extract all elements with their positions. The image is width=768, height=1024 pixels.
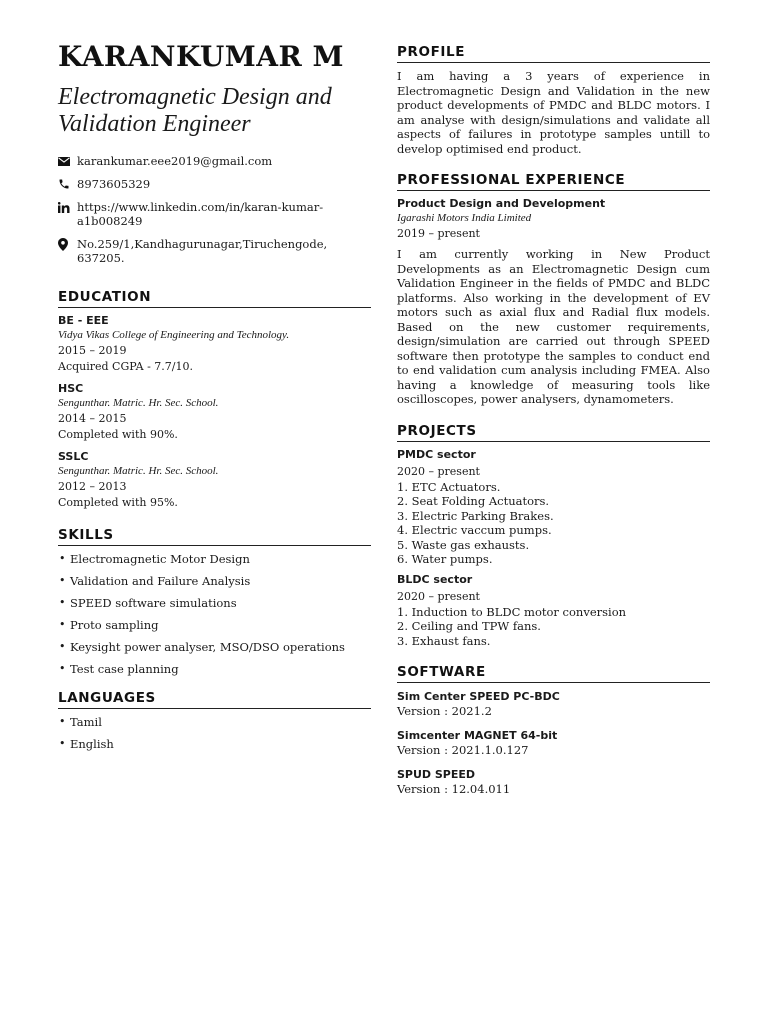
list-item: 4. Electric vaccum pumps. [397,523,552,537]
profile-heading: PROFILE [397,44,710,63]
project-title: PMDC sector [397,447,476,461]
list-item: 1. Induction to BLDC motor conversion [397,604,627,619]
languages-list [58,715,371,751]
project-group [397,573,710,649]
list-item: 5. Waste gas exhausts. [397,537,530,552]
location-pin-icon [58,237,77,251]
contact-linkedin[interactable] [58,200,371,228]
languages-heading: LANGUAGES [58,690,371,709]
software-name: Simcenter MAGNET 64-bit [397,729,558,742]
phone-text: 8973605329 [77,177,151,191]
contact-phone[interactable] [58,177,371,191]
candidate-name: KARANKUMAR M [58,40,344,73]
degree: BE - EEE [58,314,109,327]
phone-icon [58,177,77,191]
left-column [58,40,371,759]
education-list [58,314,371,511]
grade: Completed with 90%. [58,428,178,441]
job-description: I am currently working in New Product Developments as an Electromagnetic Design cum Validation Engineer in the fields of PMDC and BLDC platforms. Also working in the development of EV motors such as axial flux and Radial flux models. Based on the new customer requirements, design/simulation are carried out through SPEED software then prototype the samples to conduct end to end validation cum analysis including FMEA. Also having a knowledge of measuring tools like oscilloscopes, power analysers, dynamometers. [397,247,710,406]
software-version: Version : 2021.1.0.127 [397,743,529,757]
company-name: Igarashi Motors India Limited [397,212,532,224]
skills-list [58,552,371,676]
project-title: BLDC sector [397,572,473,586]
experience-entry [397,197,710,407]
grade: Completed with 95%. [58,496,178,509]
email-text: karankumar.eee2019@gmail.com [77,154,273,168]
date-range: 2012 – 2013 [58,480,127,493]
list-item: • Validation and Failure Analysis [58,574,371,588]
linkedin-icon [58,200,77,214]
software-entry [397,690,710,718]
degree: SSLC [58,450,89,463]
education-heading: EDUCATION [58,289,371,308]
software-entry [397,768,710,796]
contact-list [58,154,371,265]
degree: HSC [58,382,84,395]
list-item: • Keysight power analyser, MSO/DSO operations [58,640,371,654]
date-range: 2019 – present [397,227,480,240]
date-range: 2014 – 2015 [58,412,127,425]
job-title: Product Design and Development [397,197,606,210]
software-version: Version : 2021.2 [397,704,492,718]
education-entry [58,450,371,511]
contact-email[interactable] [58,154,371,168]
list-item: 2. Seat Folding Actuators. [397,494,550,508]
software-version: Version : 12.04.011 [397,782,511,796]
list-item: • SPEED software simulations [58,596,371,610]
school: Sengunthar. Matric. Hr. Sec. School. [58,397,219,409]
software-heading: SOFTWARE [397,664,710,683]
date-range: 2015 – 2019 [58,344,127,357]
list-item: • Proto sampling [58,618,371,632]
experience-heading: PROFESSIONAL EXPERIENCE [397,172,710,191]
list-item: 6. Water pumps. [397,552,493,566]
date-range: 2020 – present [397,589,480,603]
profile-text: I am having a 3 years of experience in Electromagnetic Design and Validation in the new product developments of PMDC and BLDC motors. I am analyse with design/simulations and validate all aspects of failures in prototype samples untill to develop optimised end product. [397,69,710,156]
envelope-icon [58,154,77,168]
software-name: Sim Center SPEED PC-BDC [397,690,560,703]
contact-address [58,237,371,265]
education-entry [58,382,371,443]
school: Vidya Vikas College of Engineering and Technology. [58,329,290,341]
job-subtitle: Electromagnetic Design and Validation Engineer [58,84,332,137]
list-item: • Tamil [58,715,371,729]
projects-heading: PROJECTS [397,423,710,442]
address-text: No.259/1,Kandhagurunagar,Tiruchengode, 637205. [77,237,328,265]
list-item: 2. Ceiling and TPW fans. [397,619,541,633]
list-item: 1. ETC Actuators. [397,479,501,494]
skills-heading: SKILLS [58,527,371,546]
education-entry [58,314,371,375]
list-item: • Electromagnetic Motor Design [58,552,371,566]
right-column [397,44,710,796]
grade: Acquired CGPA - 7.7/10. [58,360,193,373]
list-item: • Test case planning [58,662,371,676]
software-name: SPUD SPEED [397,768,476,781]
software-entry [397,729,710,757]
project-group [397,448,710,567]
list-item: 3. Exhaust fans. [397,633,491,648]
school: Sengunthar. Matric. Hr. Sec. School. [58,465,219,477]
list-item: 3. Electric Parking Brakes. [397,508,554,523]
list-item: • English [58,737,371,751]
linkedin-text: https://www.linkedin.com/in/karan-kumar-a1b008249 [77,200,324,228]
date-range: 2020 – present [397,464,480,478]
